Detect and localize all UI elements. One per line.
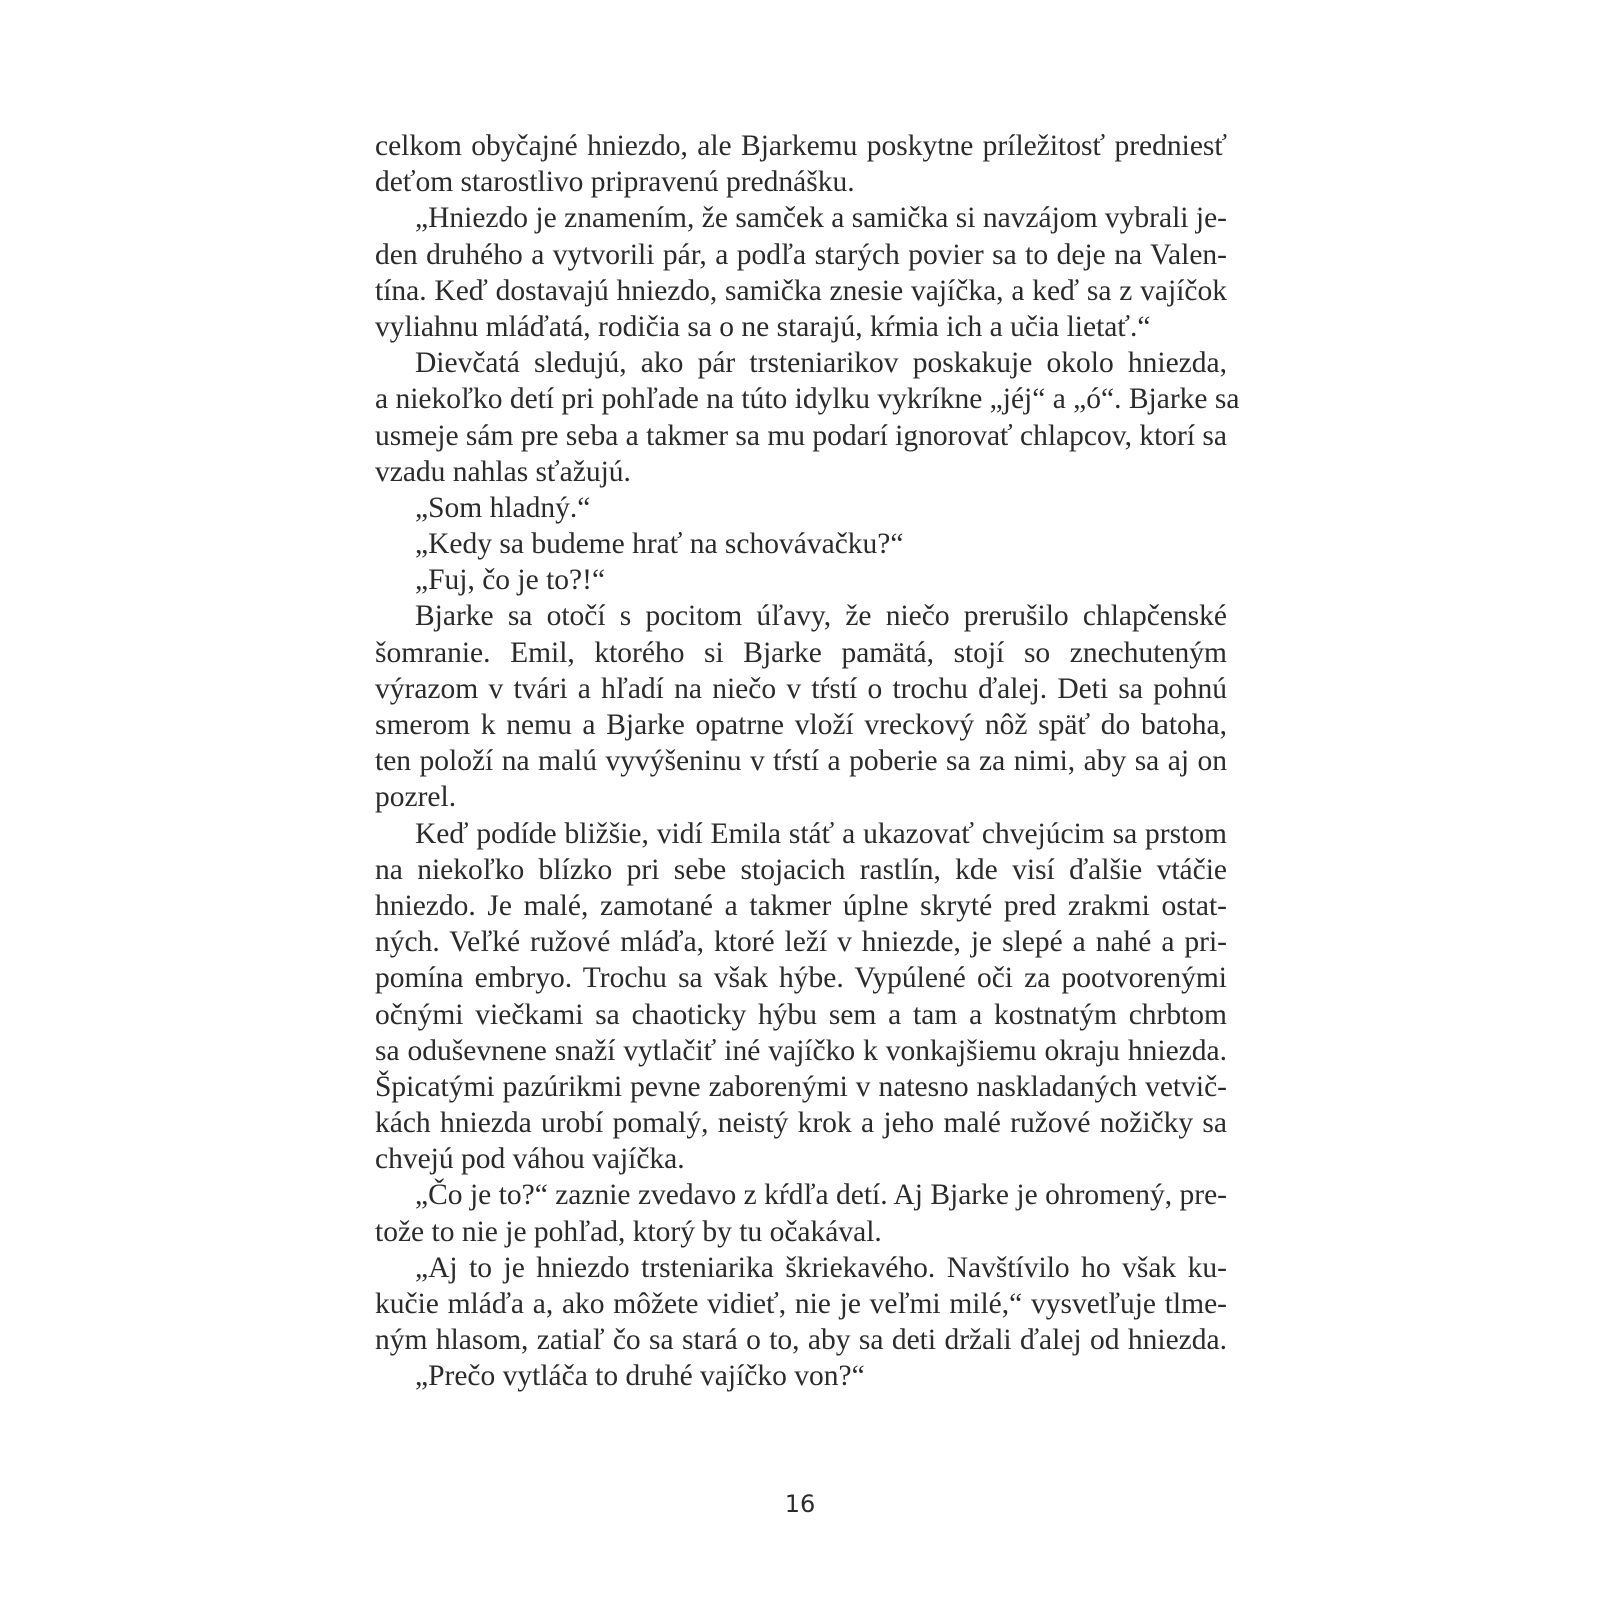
text-line: a niekoľko detí pri pohľade na túto idylku vykríkne „jéj“ a „ó“. Bjarke sa [375,383,1240,416]
text-line: očnými viečkami sa chaoticky hýbu sem a tam a kostnatým chrbtom [375,998,1227,1031]
page-number: 16 [784,1490,816,1518]
text-line: vyliahnu mláďatá, rodičia sa o ne starajú, kŕmia ich a učia lietať.“ [375,310,1151,343]
text-line: vzadu nahlas sťažujú. [375,455,631,488]
text-line: sa oduševnene snaží vytlačiť iné vajíčko k vonkajšiemu okraju hniezda. [375,1034,1227,1067]
text-line: tože to nie je pohľad, ktorý by tu očakával. [375,1215,882,1248]
text-line: chvejú pod váhou vajíčka. [375,1143,685,1176]
text-line: kučie mláďa a, ako môžete vidieť, nie je veľmi milé,“ vysvetľuje tlme- [375,1288,1227,1320]
text-line: šomranie. Emil, ktorého si Bjarke pamätá, stojí so znechuteným [375,636,1227,669]
text-line: Keď podíde bližšie, vidí Emila stáť a ukazovať chvejúcim sa prstom [415,817,1227,850]
text-line: pomína embryo. Trochu sa však hýbe. Vypúlené oči za pootvorenými [375,962,1227,995]
text-line: „Prečo vytláča to druhé vajíčko von?“ [415,1360,865,1393]
text-line: kách hniezda urobí pomalý, neistý krok a jeho malé ružové nožičky sa [375,1107,1227,1140]
text-line: výrazom v tvári a hľadí na niečo v tŕstí o trochu ďalej. Deti sa pohnú [375,672,1227,705]
text-line: tína. Keď dostavajú hniezdo, samička znesie vajíčka, a keď sa z vajíčok [375,274,1227,307]
text-line: „Hniezdo je znamením, že samček a samička si navzájom vybrali je- [415,202,1227,235]
text-line: hniezdo. Je malé, zamotané a takmer úplne skryté pred zrakmi ostat- [375,889,1227,922]
text-line: „Som hladný.“ [415,491,591,524]
text-line: „Fuj, čo je to?!“ [415,564,606,597]
text-line: „Kedy sa budeme hrať na schovávačku?“ [415,528,904,561]
text-line: celkom obyčajné hniezdo, ale Bjarkemu poskytne príležitosť predniesť [375,130,1227,162]
text-line: Dievčatá sledujú, ako pár trsteniarikov poskakuje okolo hniezda, [415,347,1227,380]
text-line: na niekoľko blízko pri sebe stojacich rastlín, kde visí ďalšie vtáčie [375,853,1227,886]
text-line: ných. Veľké ružové mláďa, ktoré leží v hniezde, je slepé a nahé a pri- [375,926,1227,959]
text-line: „Aj to je hniezdo trsteniarika škriekavého. Navštívilo ho však ku- [415,1251,1227,1284]
text-line: „Čo je to?“ zaznie zvedavo z kŕdľa detí. Aj Bjarke je ohromený, pre- [415,1179,1227,1212]
text-line: deťom starostlivo pripravenú prednášku. [375,166,855,199]
text-line: ten položí na malú vyvýšeninu v tŕstí a poberie sa za nimi, aby sa aj on [375,745,1227,778]
text-line: smerom k nemu a Bjarke opatrne vloží vreckový nôž späť do batoha, [375,709,1227,741]
text-line: Bjarke sa otočí s pocitom úľavy, že niečo prerušilo chlapčenské [415,600,1227,633]
text-line: Špicatými pazúrikmi pevne zaborenými v natesno naskladaných vetvič- [375,1070,1227,1103]
text-line: pozrel. [375,781,457,814]
text-line: usmeje sám pre seba a takmer sa mu podarí ignorovať chlapcov, ktorí sa [375,419,1227,452]
body-text [375,128,1240,1395]
text-line: den druhého a vytvorili pár, a podľa starých povier sa to deje na Valen- [375,238,1227,271]
text-line: ným hlasom, zatiaľ čo sa stará o to, aby sa deti držali ďalej od hniezda. [375,1324,1227,1357]
